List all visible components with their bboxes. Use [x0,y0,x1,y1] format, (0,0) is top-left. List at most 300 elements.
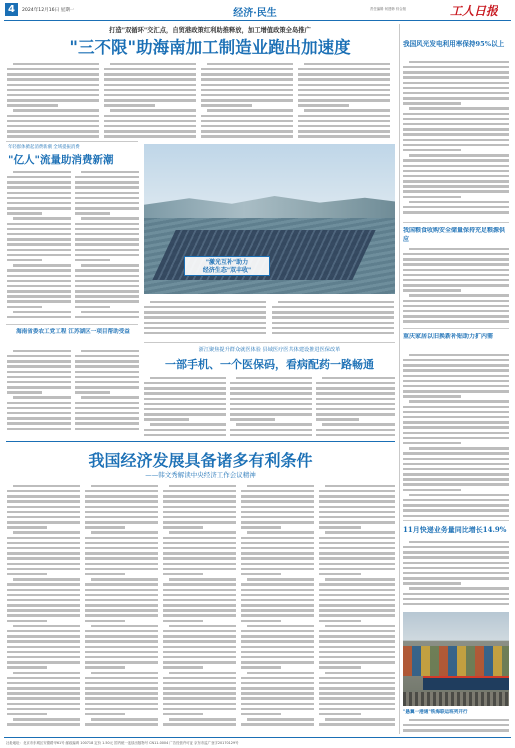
body-text-line [403,504,509,506]
photo-train [423,676,509,690]
body-text-line [241,573,281,575]
page-number: 4 [8,4,15,15]
body-text-line [75,280,139,282]
body-text-line [403,724,509,726]
body-text-line [403,300,509,302]
body-text-line [13,672,80,674]
body-text-line [403,416,509,418]
body-text-line [85,583,158,585]
body-text-line [85,506,158,508]
main-body-col-3 [163,482,236,730]
body-text-line [241,687,314,689]
body-text-line [75,275,139,277]
body-text-line [13,171,71,173]
body-text-line [319,713,361,715]
body-text-line [241,646,314,648]
body-text-line [403,196,461,198]
hudong-body-col-1 [7,168,71,320]
body-text-line [7,583,80,585]
body-text-line [75,186,139,188]
body-text-line [403,279,509,281]
body-text-line [7,130,99,132]
body-text-line [85,620,125,622]
body-text-line [144,316,266,318]
body-text-line [163,568,236,570]
body-text-line [403,71,509,73]
body-text-line [7,713,47,715]
body-text-line [7,285,71,287]
body-text-line [241,609,314,611]
body-text-line [241,651,314,653]
body-text-line [298,135,390,137]
body-text-line [316,387,395,389]
body-text-line [7,233,71,235]
body-text-line [319,583,395,585]
body-text-line [403,144,509,146]
body-text-line [403,473,509,475]
footer-rule [4,737,511,738]
body-text-line [104,94,196,96]
main-body-col-4 [241,482,314,730]
body-text-line [7,620,47,622]
body-text-line [163,630,236,632]
body-text-line [75,386,139,388]
body-text-line [403,468,509,470]
lead-body-col-1 [7,60,99,138]
body-text-line [241,661,314,663]
body-text-line [230,398,312,400]
body-text-line [85,708,158,710]
body-text-line [403,139,509,141]
body-text-line [403,483,509,485]
body-text-line [7,84,99,86]
body-text-line [403,551,509,553]
lead-body-col-2 [104,60,196,138]
body-text-line [13,531,80,533]
body-text-line [7,181,71,183]
body-text-line [85,500,158,502]
body-text-line [247,485,314,487]
body-text-line [7,376,71,378]
body-text-line [403,603,509,605]
body-text-line [207,109,293,111]
body-text-line [7,355,71,357]
body-text-line [7,661,80,663]
body-text-line [75,381,139,383]
body-text-line [85,594,158,596]
body-text-line [325,625,395,627]
body-text-line [110,63,196,65]
body-text-line [163,666,203,668]
body-text-line [75,355,139,357]
body-text-line [144,311,266,313]
body-text-line [403,123,509,125]
body-text-line [13,578,80,580]
zhejiang-kicker: 浙江聚焦提升群众就医体验 县域医疗医共体建设推进医保改革 [198,347,341,353]
body-text-line [403,128,509,130]
body-text-line [85,552,158,554]
body-text-line [104,89,196,91]
body-text-line [7,135,99,137]
body-text-line [298,125,390,127]
body-text-line [403,289,461,291]
body-text-line [241,547,314,549]
body-text-line [403,426,509,428]
body-text-line [403,320,509,322]
body-text-line [241,604,314,606]
body-text-line [75,181,139,183]
body-text-line [85,651,158,653]
body-text-line [169,485,236,487]
body-text-line [316,413,395,415]
body-text-line [13,350,71,352]
body-text-line [75,316,139,318]
body-text-line [403,190,509,192]
body-text-line [319,573,361,575]
body-text-line [298,89,390,91]
body-text-line [409,248,509,250]
body-text-line [319,537,395,539]
body-text-line [104,78,196,80]
body-text-line [403,458,509,460]
body-text-line [316,403,395,405]
body-text-line [7,176,71,178]
photo-caption-line-2: 经济生态"双丰收" [202,267,252,274]
body-text-line [81,264,139,266]
body-text-line [230,382,312,384]
body-text-line [403,133,509,135]
body-text-line [403,515,509,517]
body-text-line [104,120,196,122]
body-text-line [403,375,509,377]
body-text-line [163,495,236,497]
body-text-line [241,666,281,668]
body-text-line [169,625,236,627]
editor-line: 责任编辑 何建韩 综合版 [370,7,407,11]
body-text-line [241,692,314,694]
body-text-line [85,599,158,601]
body-text-line [201,125,293,127]
hudong-body-col-2 [75,168,139,320]
body-text-line [236,423,312,425]
body-text-line [403,380,509,382]
body-text-line [403,310,509,312]
body-text-line [241,589,314,591]
body-text-line [163,552,236,554]
train-photo-description [403,716,509,734]
body-text-line [247,672,314,674]
body-text-line [144,327,266,329]
body-text-line [403,149,461,151]
body-text-line [85,589,158,591]
body-text-line [241,703,314,705]
body-text-line [241,713,281,715]
body-text-line [7,506,80,508]
body-text-line [85,542,158,544]
body-text-line [7,692,80,694]
body-text-line [7,207,71,209]
body-text-line [75,290,139,292]
body-text-line [325,718,395,720]
body-text-line [319,609,395,611]
body-text-line [409,447,509,449]
body-text-line [7,703,80,705]
photo-body-col-1 [144,298,266,338]
body-text-line [319,661,395,663]
body-text-line [298,94,390,96]
body-text-line [7,604,80,606]
body-text-line [7,212,42,214]
body-text-line [201,73,293,75]
body-text-line [75,295,139,297]
photo-tracks [403,692,509,706]
body-text-line [7,104,58,106]
body-text-line [241,656,314,658]
body-text-line [230,403,312,405]
body-text-line [7,68,99,70]
body-text-line [144,392,226,394]
body-text-line [403,437,509,439]
body-text-line [207,63,293,65]
body-text-line [322,423,395,425]
body-text-line [75,243,139,245]
body-text-line [75,202,139,204]
body-text-line [7,646,80,648]
body-text-line [7,275,71,277]
body-text-line [7,656,80,658]
body-text-line [91,578,158,580]
body-text-line [7,295,71,297]
body-text-line [144,408,226,410]
body-text-line [403,102,461,104]
body-text-line [272,306,394,308]
body-text-line [403,118,509,120]
body-text-line [163,521,236,523]
body-text-line [319,656,395,658]
body-text-line [169,578,236,580]
body-text-line [319,723,395,725]
body-text-line [403,211,509,213]
body-text-line [7,238,71,240]
body-text-line [7,316,71,318]
lead-kicker: 打造"双循环"交汇点，自贸港政策红利助推释放，加工增值政策全岛推广 [109,27,311,34]
body-text-line [91,718,158,720]
body-text-line [144,418,189,420]
body-text-line [7,682,80,684]
body-text-line [81,396,139,398]
body-text-line [403,170,509,172]
body-text-line [163,687,236,689]
body-text-line [272,327,394,329]
jiangxi-body-col-1 [7,347,71,435]
body-text-line [13,264,71,266]
body-text-line [85,573,125,575]
body-text-line [7,365,71,367]
body-text-line [7,228,71,230]
body-text-line [163,713,203,715]
body-text-line [104,99,196,101]
body-text-line [75,238,139,240]
body-text-line [7,300,71,302]
body-text-line [91,625,158,627]
body-text-line [247,531,314,533]
body-text-line [7,280,71,282]
body-text-line [403,305,509,307]
body-text-line [201,135,293,137]
body-text-line [230,429,312,431]
body-text-line [272,322,394,324]
body-text-line [403,263,509,265]
body-text-line [81,171,139,173]
body-text-line [409,354,509,356]
body-text-line [201,89,293,91]
body-text-line [163,614,236,616]
body-text-line [85,661,158,663]
body-text-line [403,364,509,366]
body-text-line [7,428,71,430]
body-text-line [163,506,236,508]
body-text-line [7,78,99,80]
body-text-line [230,413,312,415]
body-text-line [403,175,509,177]
body-text-line [403,315,509,317]
body-text-line [241,594,314,596]
body-text-line [403,463,509,465]
body-text-line [144,332,266,334]
body-text-line [75,391,110,393]
body-text-line [409,400,509,402]
body-text-line [403,185,509,187]
body-text-line [81,350,139,352]
body-text-line [75,259,110,261]
body-text-line [403,87,509,89]
body-text-line [403,66,509,68]
right-body-3 [403,351,509,521]
body-text-line [150,377,226,379]
body-text-line [319,599,395,601]
body-text-line [163,692,236,694]
body-text-line [298,84,390,86]
body-text-line [241,552,314,554]
body-text-line [319,547,395,549]
body-text-line [403,556,509,558]
photo-caption-box [184,256,270,276]
body-text-line [409,587,509,589]
body-text-line [230,408,312,410]
body-text-line [163,697,236,699]
body-text-line [403,82,509,84]
body-text-line [241,526,281,528]
right-headline-3: 重庆家居以旧换新补贴助力扩内需 [403,333,494,340]
body-text-line [403,206,509,208]
body-text-line [144,434,226,436]
body-text-line [163,526,203,528]
body-text-line [13,485,80,487]
body-text-line [319,640,395,642]
body-text-line [7,192,71,194]
body-text-line [7,115,99,117]
body-text-line [7,243,71,245]
body-text-line [403,729,509,731]
body-text-line [163,542,236,544]
body-text-line [85,682,158,684]
body-text-line [85,635,158,637]
right-body-4 [403,538,509,608]
body-text-line [7,557,80,559]
body-text-line [75,376,139,378]
body-text-line [144,403,226,405]
body-text-line [163,516,236,518]
zhejiang-body-col-2 [230,374,312,438]
body-text-line [322,377,395,379]
body-text-line [7,94,99,96]
body-text-line [163,537,236,539]
body-text-line [104,125,196,127]
solar-farm-photo [144,144,395,294]
jiangxi-body-col-2 [75,347,139,435]
body-text-line [163,682,236,684]
body-text-line [85,630,158,632]
right-col-separator [399,24,400,734]
body-text-line [7,687,80,689]
body-text-line [316,418,359,420]
body-text-line [163,651,236,653]
body-text-line [201,120,293,122]
body-text-line [241,500,314,502]
footer-text: 社址地址：北京市东城区安德路甲61号 邮政编码 100718 定价 1.50元 国内统一连续出版物号 CN11-0004 广告经营许可证 京东市监广登字20170129号 [6,741,239,745]
body-text-line [325,578,395,580]
body-text-line [403,390,509,392]
body-text-line [241,583,314,585]
body-text-line [75,428,139,430]
body-text-line [316,382,395,384]
body-text-line [304,109,390,111]
body-text-line [104,73,196,75]
body-text-line [403,489,461,491]
newspaper-logo: 工人日报 [450,4,499,18]
body-text-line [319,552,395,554]
body-text-line [403,253,509,255]
body-text-line [85,697,158,699]
body-text-line [403,385,509,387]
body-text-line [319,506,395,508]
body-text-line [7,89,99,91]
body-text-line [7,360,71,362]
body-text-line [236,377,312,379]
body-text-line [13,63,99,65]
body-text-line [163,573,203,575]
body-text-line [241,723,314,725]
body-text-line [316,434,395,436]
body-text-line [319,682,395,684]
body-text-line [403,395,461,397]
body-text-line [201,99,293,101]
body-text-line [272,311,394,313]
body-text-line [169,531,236,533]
body-text-line [85,609,158,611]
body-text-line [403,113,509,115]
main-story-headline: 我国经济发展具备诸多有利条件 [88,451,313,470]
body-text-line [85,614,158,616]
date-line: 2024年12月16日 星期一 [22,8,75,13]
body-text-line [144,322,266,324]
body-text-line [241,640,314,642]
body-text-line [85,521,158,523]
body-text-line [85,537,158,539]
body-text-line [230,392,312,394]
body-text-line [241,599,314,601]
right-divider-3 [403,328,509,329]
